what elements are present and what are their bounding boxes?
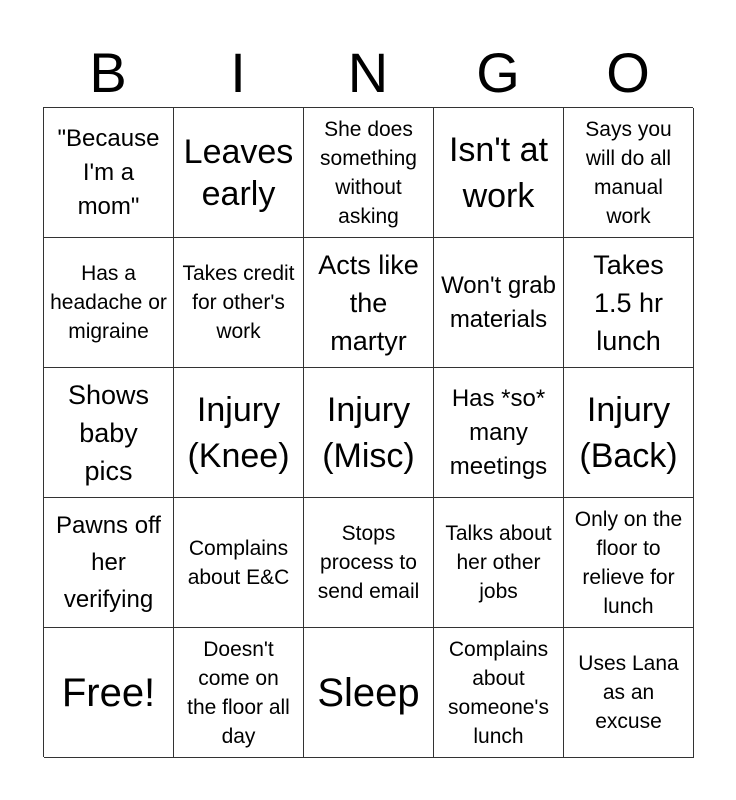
cell-text: Won't grab materials [441, 271, 556, 333]
cell-text: Injury (Knee) [187, 390, 290, 475]
cell-text: Injury (Back) [579, 390, 678, 475]
cell-text: Free! [61, 670, 156, 715]
bingo-cell[interactable] [434, 498, 564, 628]
cell-text: Stops process to send email [317, 522, 420, 603]
bingo-cell[interactable] [304, 628, 434, 758]
bingo-cell[interactable] [304, 238, 434, 368]
bingo-board [43, 107, 693, 757]
bingo-cell[interactable] [434, 628, 564, 758]
cell-text: Doesn't come on the floor all day [187, 637, 290, 748]
bingo-header [43, 40, 693, 106]
cell-text: Shows baby pics [67, 379, 150, 486]
bingo-cell[interactable] [564, 498, 694, 628]
bingo-cell[interactable] [564, 238, 694, 368]
bingo-cell[interactable] [304, 368, 434, 498]
cell-text: Takes 1.5 hr lunch [593, 249, 664, 356]
bingo-cell[interactable] [564, 108, 694, 238]
bingo-cell[interactable] [174, 108, 304, 238]
bingo-cell[interactable] [44, 498, 174, 628]
bingo-cell[interactable] [44, 368, 174, 498]
cell-text: Uses Lana as an excuse [578, 652, 679, 733]
cell-text: Has a headache or migraine [50, 262, 167, 343]
header-letter-g: G [476, 41, 520, 104]
bingo-cell[interactable] [44, 238, 174, 368]
cell-text: Leaves early [183, 132, 294, 213]
cell-text: She does something without asking [320, 117, 417, 228]
bingo-cell[interactable] [44, 108, 174, 238]
bingo-cell[interactable] [174, 238, 304, 368]
bingo-cell[interactable] [434, 108, 564, 238]
header-letter-o: O [606, 41, 650, 104]
cell-text: Takes credit for other's work [182, 262, 295, 343]
cell-text: Talks about her other jobs [445, 522, 552, 603]
bingo-cell[interactable] [434, 238, 564, 368]
bingo-cell[interactable] [44, 628, 174, 758]
cell-text: Complains about someone's lunch [448, 637, 549, 748]
cell-text: Only on the floor to relieve for lunch [574, 507, 683, 618]
cell-text: Complains about E&C [187, 536, 290, 589]
bingo-cell[interactable] [434, 368, 564, 498]
cell-text: Sleep [317, 670, 420, 715]
header-letter-i: I [230, 41, 246, 104]
cell-text: Has *so* many meetings [449, 384, 548, 480]
bingo-cell[interactable] [564, 368, 694, 498]
cell-text: "Because I'm a mom" [57, 124, 160, 220]
bingo-cell[interactable] [304, 108, 434, 238]
cell-text: Pawns off her verifying [56, 512, 161, 613]
cell-text: Injury (Misc) [322, 390, 415, 475]
bingo-cell[interactable] [564, 628, 694, 758]
header-letter-n: N [347, 41, 389, 104]
cell-text: Says you will do all manual work [585, 117, 672, 228]
bingo-cell[interactable] [174, 368, 304, 498]
bingo-cell[interactable] [174, 628, 304, 758]
cell-text: Acts like the martyr [318, 249, 419, 356]
bingo-cell[interactable] [304, 498, 434, 628]
cell-text: Isn't at work [448, 130, 549, 215]
bingo-cell[interactable] [174, 498, 304, 628]
header-letter-b: B [89, 41, 127, 104]
